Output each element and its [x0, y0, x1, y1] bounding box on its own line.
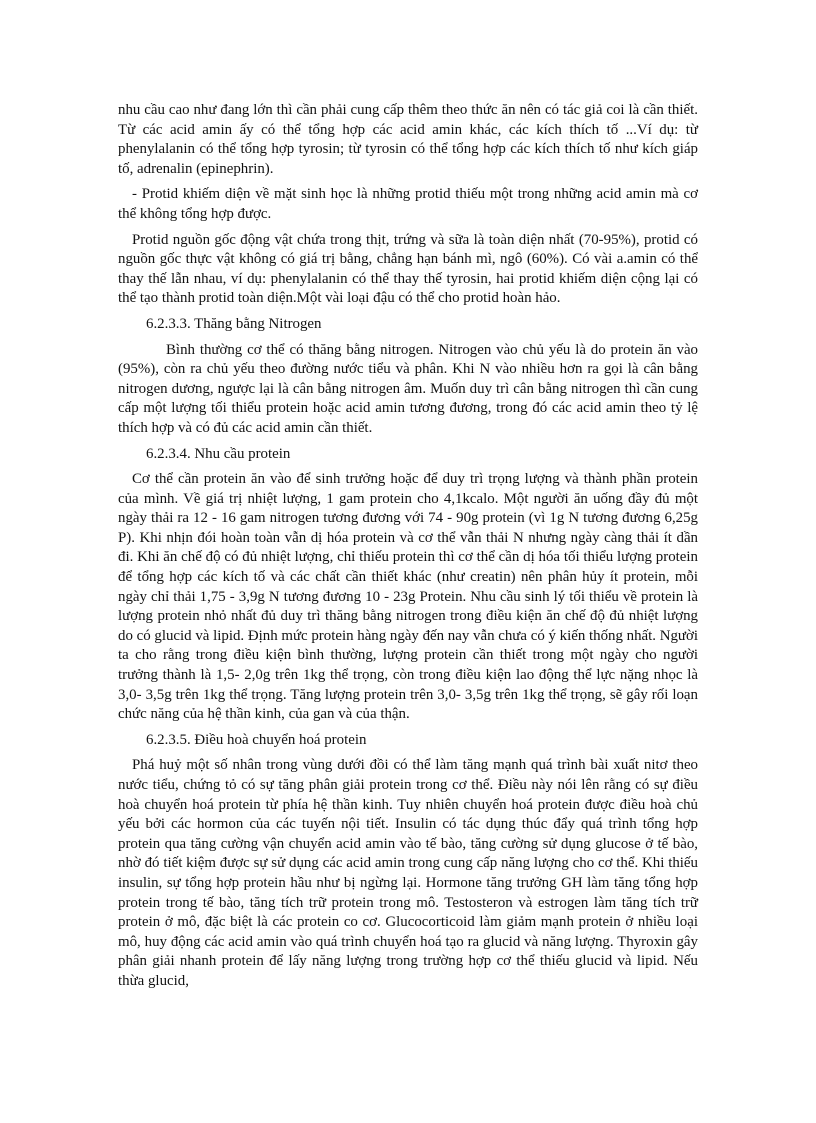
paragraph-protein-regulation: Phá huỷ một số nhân trong vùng dưới đồi có thể làm tăng mạnh quá trình bài xuất nitơ theo nước tiểu, chứng tỏ có sự tăng phân giải protein trong cơ thể. Điều này nói lên rằng có sự điều hoà chuyển hoá protein từ phía hệ thần kinh. Tuy nhiên chuyển hoá protein được điều hoà chủ yếu bởi các hormon của các tuyến nội tiết. Insulin có tác dụng thúc đẩy quá trình tổng hợp protein qua tăng cường vận chuyển acid amin vào tế bào, tăng cường sử dụng glucose ở tế bào, nhờ đó tiết kiệm được sự sử dụng các acid amin trong cung cấp năng lượng cho cơ thể. Khi thiếu insulin, sự tổng hợp protein hầu như bị ngừng lại. Hormone tăng trưởng GH làm tăng tổng hợp protein trong tế bào, tăng tích trữ protein trong mô. Testosteron và estrogen làm tăng tích trữ protein ở mô, đặc biệt là các protein co cơ. Glucocorticoid làm giảm mạnh protein ở nhiều loại mô, huy động các acid amin vào quá trình chuyển hoá tạo ra glucid và năng lượng. Thyroxin gây phân giải nhanh protein để lấy năng lượng trong trường hợp cơ thể thiếu glucid và lipid. Nếu thừa glucid, [118, 757, 698, 989]
paragraph-incomplete-protein: - Protid khiếm diện về mặt sinh học là những protid thiếu một trong những acid amin mà cơ thể không tổng hợp được. [118, 186, 698, 222]
paragraph-protein-requirement: Cơ thể cần protein ăn vào để sinh trưởng hoặc để duy trì trọng lượng và thành phần protein của mình. Về giá trị nhiệt lượng, 1 gam protein cho 4,1kcalo. Một người ăn uống đầy đủ một ngày thải ra 12 - 16 gam nitrogen tương đương với 74 - 90g protein (vì 1g N tương đương 6,25g P). Khi nhịn đói hoàn toàn vẫn dị hóa protein và cơ thể vẫn thải N nhưng ngày càng thải ít dần đi. Khi ăn chế độ có đủ nhiệt lượng, chỉ thiếu protein thì cơ thể cần dị hóa tối thiểu lượng protein để tổng hợp các kích tố và các chất cần thiết khác (như creatin) nên phân hủy ít protein, mỗi ngày chỉ thải 1,75 - 3,9g N tương đương 10 - 23g Protein. Nhu cầu sinh lý tối thiểu về protein là lượng protein nhỏ nhất đủ duy trì thăng bằng nitrogen trong điều kiện ăn chế độ đủ nhiệt lượng do có glucid và lipid. Định mức protein hàng ngày đến nay vẫn chưa có ý kiến thống nhất. Người ta cho rằng trong điều kiện bình thường, lượng protein cần thiết trong một ngày cho người trưởng thành là 1,5- 2,0g trên 1kg thể trọng, còn trong điều kiện lao động thể lực nặng nhọc là 3,0- 3,5g trên 1kg thể trọng. Tăng lượng protein trên 3,0- 3,5g trên 1kg thể trọng, sẽ gây rối loạn chức năng của hệ thần kinh, của gan và của thận. [118, 471, 699, 723]
paragraph-protein-sources: Protid nguồn gốc động vật chứa trong thịt, trứng và sữa là toàn diện nhất (70-95%), protid có nguồn gốc thực vật không có giá trị bằng, chẳng hạn bánh mì, ngô (60%). Có vài a.amin có thể thay thế lẫn nhau, ví dụ: phenylalanin có thể thay thế tyrosin, hai protid khiếm diện cộng lại có thể tạo thành protid toàn diện.Một vài loại đậu có thể cho protid hoàn hảo. [118, 231, 698, 307]
paragraph-amino-acid-synthesis: nhu cầu cao như đang lớn thì cần phải cung cấp thêm theo thức ăn nên có tác giả coi là cần thiết. Từ các acid amin ấy có thể tổng hợp các acid amin khác, các kích thích tố ...Ví dụ: từ phenylalanin có thể tổng hợp tyrosin; từ tyrosin có thể tổng hợp các kích thích tố như kích giáp tố, adrenalin (epinephrin). [118, 102, 698, 177]
document-page [118, 101, 698, 998]
section-heading-protein-regulation: 6.2.3.5. Điều hoà chuyển hoá protein [146, 731, 367, 748]
section-heading-protein-requirement: 6.2.3.4. Nhu cầu protein [146, 445, 291, 462]
section-heading-nitrogen-balance: 6.2.3.3. Thăng bằng Nitrogen [146, 315, 322, 332]
paragraph-nitrogen-balance: Bình thường cơ thể có thăng bằng nitrogen. Nitrogen vào chủ yếu là do protein ăn vào (95%), còn ra chủ yếu theo đường nước tiểu và phân. Khi N vào nhiều hơn ra gọi là cân bằng nitrogen dương, ngược lại là cân bằng nitrogen âm. Muốn duy trì cân bằng nitrogen thì cần cung cấp một lượng tối thiểu protein hoặc acid amin tương đương, trong đó các acid amin theo tỷ lệ thích hợp và có đủ các acid amin cần thiết. [118, 341, 698, 436]
